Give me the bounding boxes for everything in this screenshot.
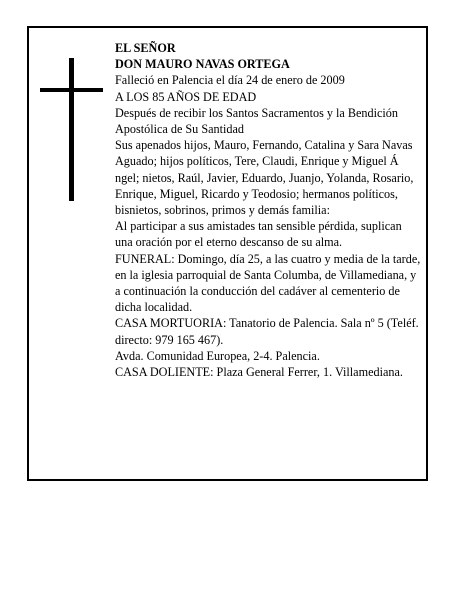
mortuary-address: Avda. Comunidad Europea, 2-4. Palencia. bbox=[115, 348, 320, 363]
death-date: Falleció en Palencia el día 24 de enero de 2009 bbox=[115, 73, 345, 88]
mourning-home: CASA DOLIENTE: Plaza General Ferrer, 1. Villamediana. bbox=[115, 365, 403, 380]
funeral-details: FUNERAL: Domingo, día 25, a las cuatro y media de la tarde, en la iglesia parroquial de Santa Columba, de Villamediana, y a continuación la conducción del cadáver al cementerio de dicha localidad. bbox=[115, 251, 421, 315]
sacraments-text: Después de recibir los Santos Sacramentos y la Bendición Apostólica de Su Santidad bbox=[115, 105, 398, 137]
prayer-request: Al participar a sus amistades tan sensible pérdida, suplican una oración por el eterno descanso de su alma. bbox=[115, 219, 402, 250]
notice-body bbox=[115, 40, 421, 380]
cross-vertical-bar bbox=[69, 58, 74, 201]
mortuary-details: CASA MORTUORIA: Tanatorio de Palencia. Sala nº 5 (Teléf. directo: 979 165 467). bbox=[115, 316, 419, 347]
deceased-age: A LOS 85 AÑOS DE EDAD bbox=[115, 89, 257, 104]
deceased-name: DON MAURO NAVAS ORTEGA bbox=[115, 57, 290, 72]
notice-title: EL SEÑOR bbox=[115, 41, 176, 55]
cross-horizontal-bar bbox=[40, 88, 103, 92]
obituary-notice bbox=[27, 26, 428, 481]
family-list: Sus apenados hijos, Mauro, Fernando, Catalina y Sara Navas Aguado; hijos políticos, Tere, Claudi, Enrique y Miguel Á ngel; nietos, Raúl, Javier, Eduardo, Juanjo, Yolanda, Rosario, Enrique, Miguel, Ricardo y Teodosio; hermanos políticos, bisnietos, sobrinos, primos y demás familia: bbox=[115, 138, 414, 218]
